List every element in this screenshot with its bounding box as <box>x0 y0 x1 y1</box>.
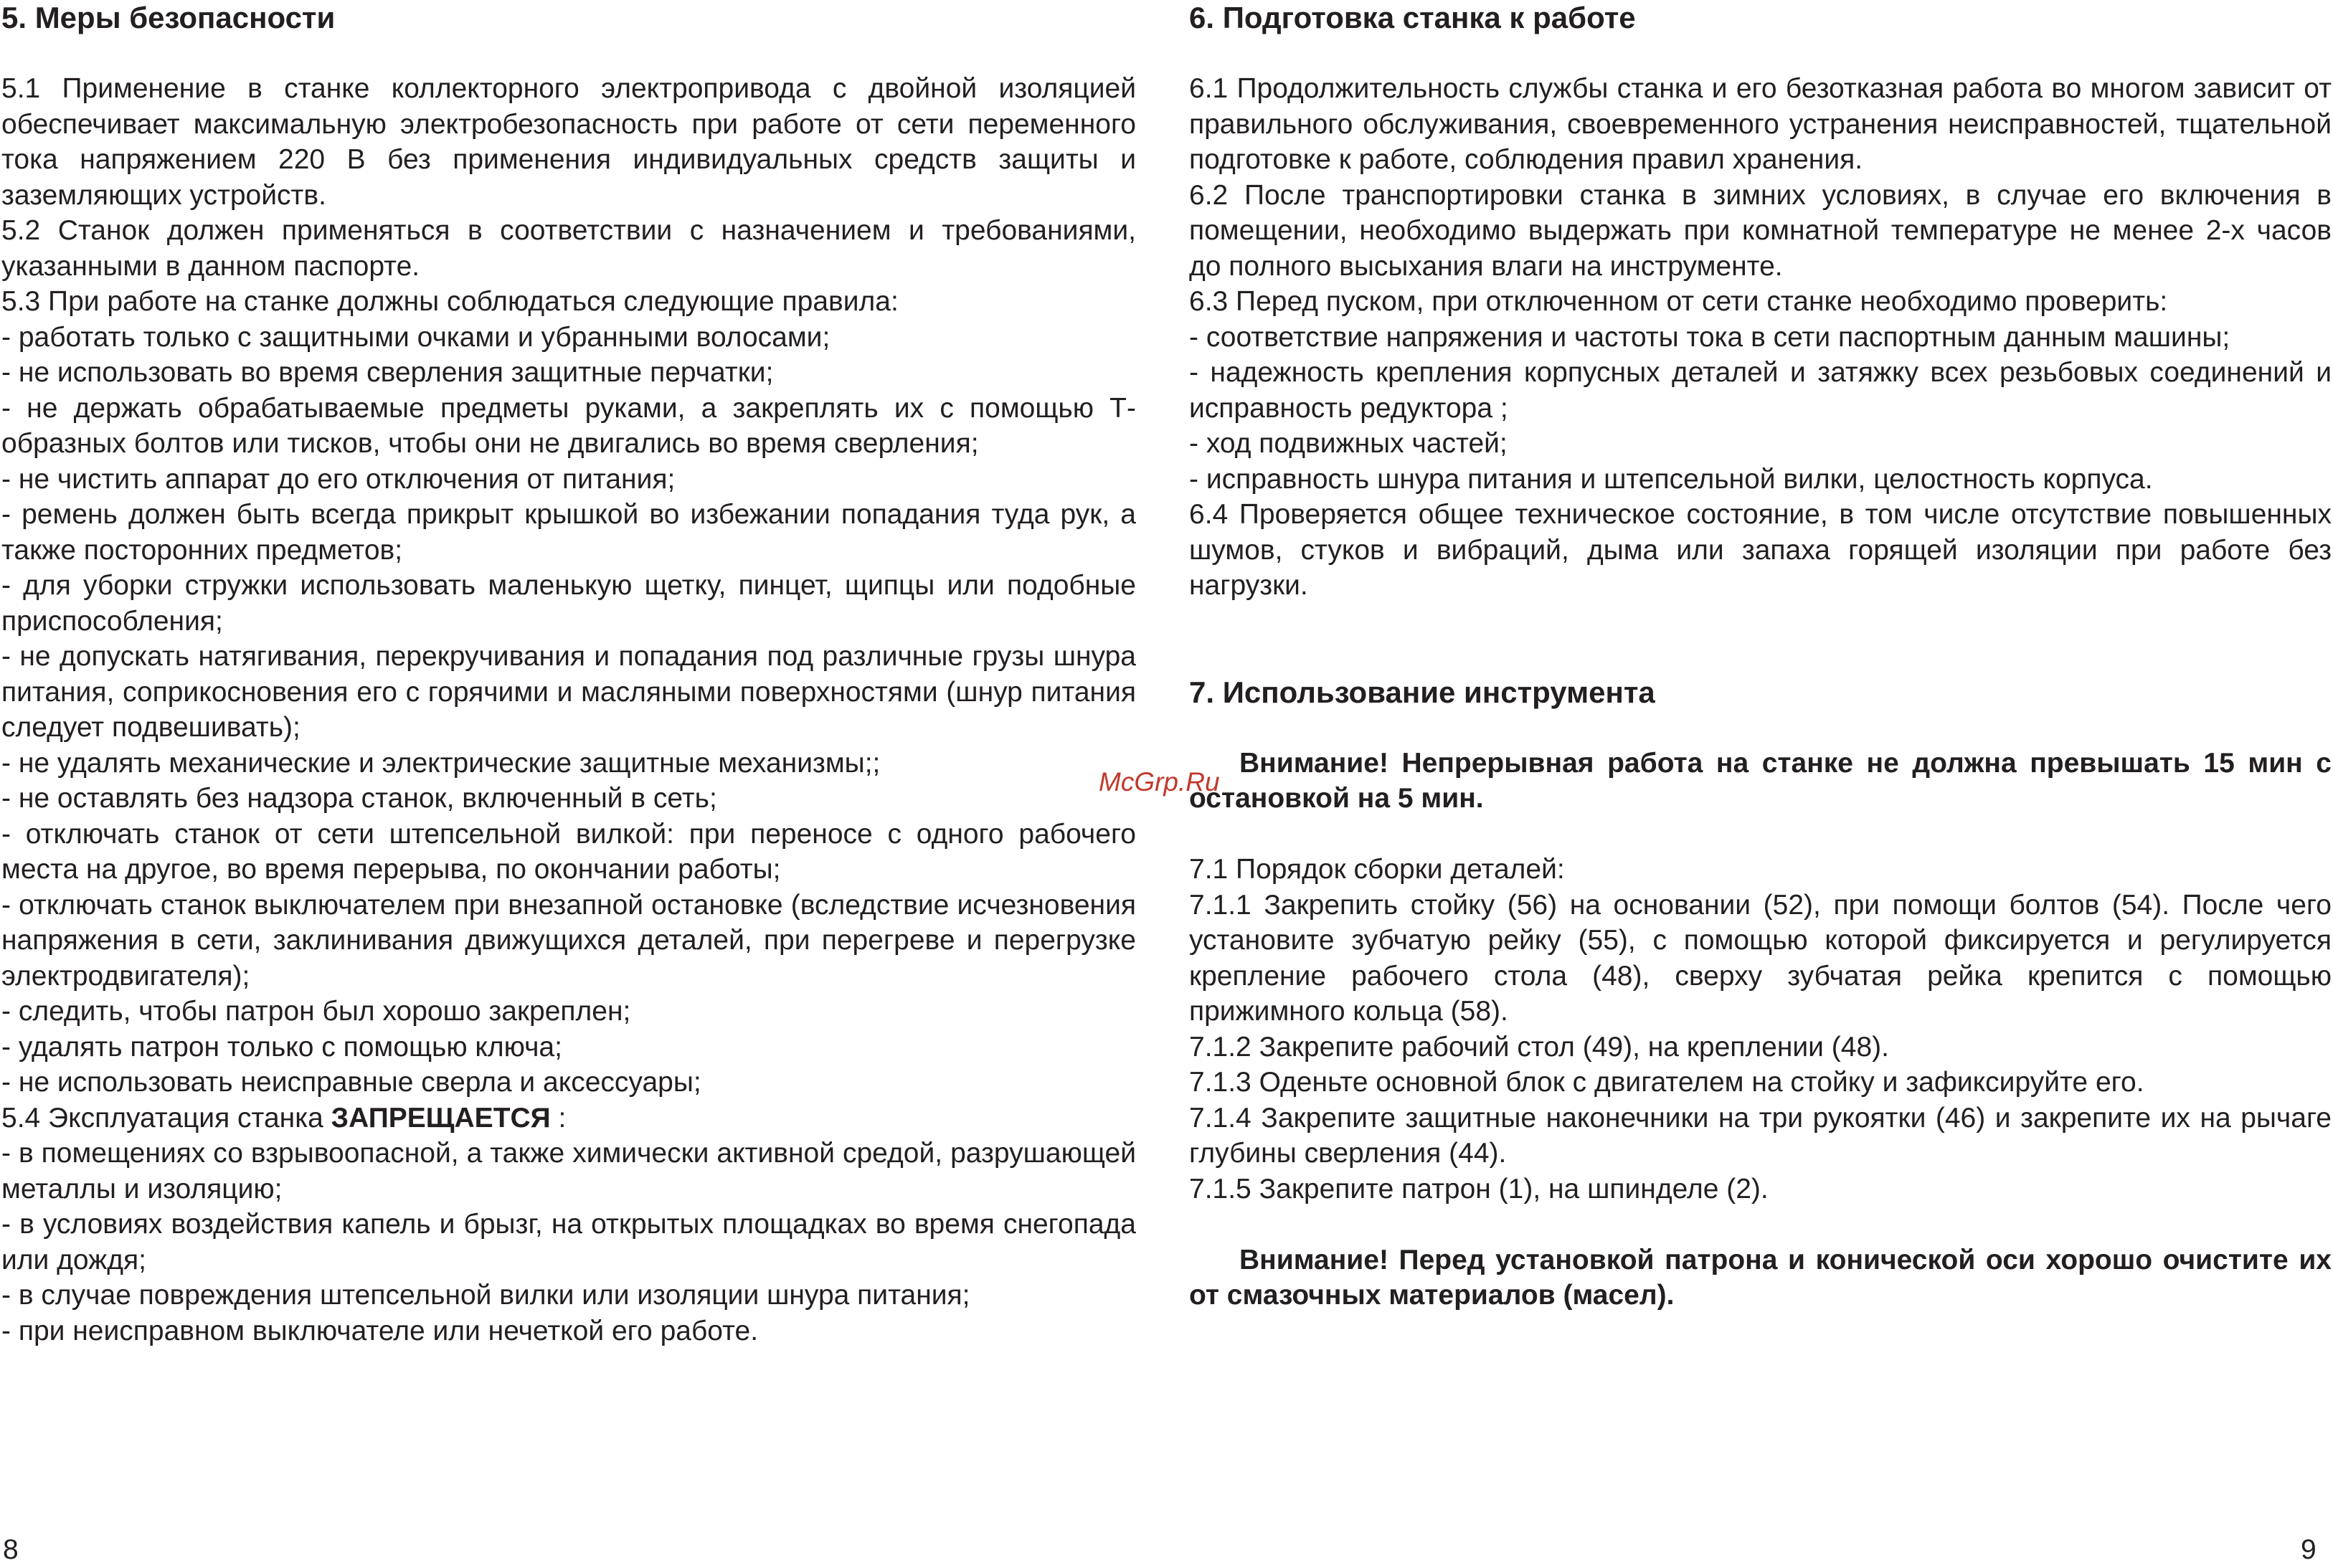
section-7-title: 7. Использование инструмента <box>1189 675 1655 709</box>
paragraph-6-2: 6.2 После транспортировки станка в зимних условиях, в случае его включения в помещении, необходимо выдержать при комнатной температуре не менее 2-х часов до полного высыхания влаги на инструменте. <box>1189 179 2332 282</box>
paragraph-5-4-prefix: 5.4 Эксплуатация станка <box>1 1102 331 1134</box>
paragraph-7-1-2: 7.1.2 Закрепите рабочий стол (49), на креплении (48). <box>1189 1031 1889 1063</box>
list-item: - не удалять механические и электрические защитные механизмы;; <box>1 747 881 779</box>
paragraph-5-3: 5.3 При работе на станке должны соблюдаться следующие правила: <box>1 286 899 317</box>
list-item: - удалять патрон только с помощью ключа; <box>1 1031 562 1063</box>
list-item: - при неисправном выключателе или нечеткой его работе. <box>1 1315 759 1346</box>
forbidden-label: ЗАПРЕЩАЕТСЯ <box>331 1102 551 1134</box>
list-item: - ремень должен быть всегда прикрыт крышкой во избежании попадания туда рук, а также посторонних предметов; <box>1 499 1136 566</box>
list-item: - для уборки стружки использовать маленькую щетку, пинцет, щипцы или подобные приспособления; <box>1 570 1136 637</box>
list-item: - не допускать натягивания, перекручивания и попадания под различные грузы шнура питания, соприкосновения его с горячими и масляными поверхностями (шнур питания следует подвешивать); <box>1 641 1136 743</box>
list-item: - в условиях воздействия капель и брызг, на открытых площадках во время снегопада или дождя; <box>1 1209 1136 1275</box>
paragraph-6-1: 6.1 Продолжительность службы станка и его безотказная работа во многом зависит от правильного обслуживания, своевременного устранения неисправностей, тщательной подготовке к работе, соблюдения правил хранения. <box>1189 73 2332 175</box>
paragraph-5-4-suffix: : <box>550 1102 567 1134</box>
paragraph-7-1: 7.1 Порядок сборки деталей: <box>1189 854 1565 885</box>
warning-continuous-work: Внимание! Непрерывная работа на станке не должна превышать 15 мин с остановкой на 5 мин. <box>1189 747 2332 814</box>
page-number-right: 9 <box>2301 1534 2317 1565</box>
list-item: - исправность шнура питания и штепсельной вилки, целостность корпуса. <box>1189 463 2153 495</box>
safety-rules-list <box>1 320 1136 1101</box>
paragraph-7-1-5: 7.1.5 Закрепите патрон (1), на шпинделе (2). <box>1189 1173 1769 1204</box>
list-item: - не использовать неисправные сверла и аксессуары; <box>1 1067 701 1098</box>
paragraph-7-1-3: 7.1.3 Оденьте основной блок с двигателем на стойку и зафиксируйте его. <box>1189 1067 2144 1098</box>
paragraph-6-4: 6.4 Проверяется общее техническое состояние, в том числе отсутствие повышенных шумов, стуков и вибраций, дыма или запаха горящей изоляции при работе без нагрузки. <box>1189 499 2332 601</box>
right-page <box>1189 0 2332 1313</box>
list-item: - отключать станок выключателем при внезапной остановке (вследствие исчезновения напряжения в сети, заклинивания движущихся деталей, при перегреве и перегрузке электродвигателя); <box>1 889 1136 992</box>
paragraph-7-1-4: 7.1.4 Закрепите защитные наконечники на три рукоятки (46) и закрепите их на рычаге глубины сверления (44). <box>1189 1102 2332 1169</box>
list-item: - следить, чтобы патрон был хорошо закреплен; <box>1 996 631 1027</box>
list-item: - в помещениях со взрывоопасной, а также химически активной средой, разрушающей металлы и изоляцию; <box>1 1138 1136 1204</box>
list-item: - в случае повреждения штепсельной вилки или изоляции шнура питания; <box>1 1280 970 1311</box>
checks-list <box>1189 320 2332 498</box>
page-number-left: 8 <box>3 1534 19 1565</box>
forbidden-list <box>1 1136 1136 1349</box>
list-item: - отключать станок от сети штепсельной вилкой: при переносе с одного рабочего места на другое, во время перерыва, по окончании работы; <box>1 818 1136 885</box>
paragraph-5-4 <box>1 1101 1136 1136</box>
paragraph-6-3: 6.3 Перед пуском, при отключенном от сети станке необходимо проверить: <box>1189 286 2168 317</box>
paragraph-7-1-1: 7.1.1 Закрепить стойку (56) на основании (52), при помощи болтов (54). После чего установите зубчатую рейку (55), с помощью которой фиксируется и регулируется крепление рабочего стола (48), сверху зубчатая рейка крепится с помощью прижимного кольца (58). <box>1189 889 2332 1027</box>
list-item: - не оставлять без надзора станок, включенный в сеть; <box>1 783 717 814</box>
list-item: - не держать обрабатываемые предметы руками, а закреплять их с помощью Т- образных болтов или тисков, чтобы они не двигались во время сверления; <box>1 392 1136 459</box>
list-item: - не использовать во время сверления защитные перчатки; <box>1 357 774 388</box>
list-item: - ход подвижных частей; <box>1189 428 1508 459</box>
watermark: McGrp.Ru <box>1099 767 1220 797</box>
section-6-title: 6. Подготовка станка к работе <box>1189 1 1636 34</box>
list-item: - надежность крепления корпусных деталей и затяжку всех резьбовых соединений и исправность редуктора ; <box>1189 357 2332 424</box>
left-page <box>1 0 1136 1349</box>
section-5-title: 5. Меры безопасности <box>1 1 336 34</box>
paragraph-5-1: 5.1 Применение в станке коллекторного электропривода с двойной изоляцией обеспечивает максимальную электробезопасность при работе от сети переменного тока напряжением 220 В без применения индивидуальных средств защиты и заземляющих устройств. <box>1 73 1136 211</box>
warning-clean-chuck: Внимание! Перед установкой патрона и конической оси хорошо очистите их от смазочных материалов (масел). <box>1189 1244 2332 1311</box>
paragraph-5-2: 5.2 Станок должен применяться в соответствии с назначением и требованиями, указанными в данном паспорте. <box>1 215 1136 282</box>
list-item: - работать только с защитными очками и убранными волосами; <box>1 321 830 353</box>
list-item: - не чистить аппарат до его отключения от питания; <box>1 463 676 495</box>
list-item: - соответствие напряжения и частоты тока в сети паспортным данным машины; <box>1189 321 2230 353</box>
